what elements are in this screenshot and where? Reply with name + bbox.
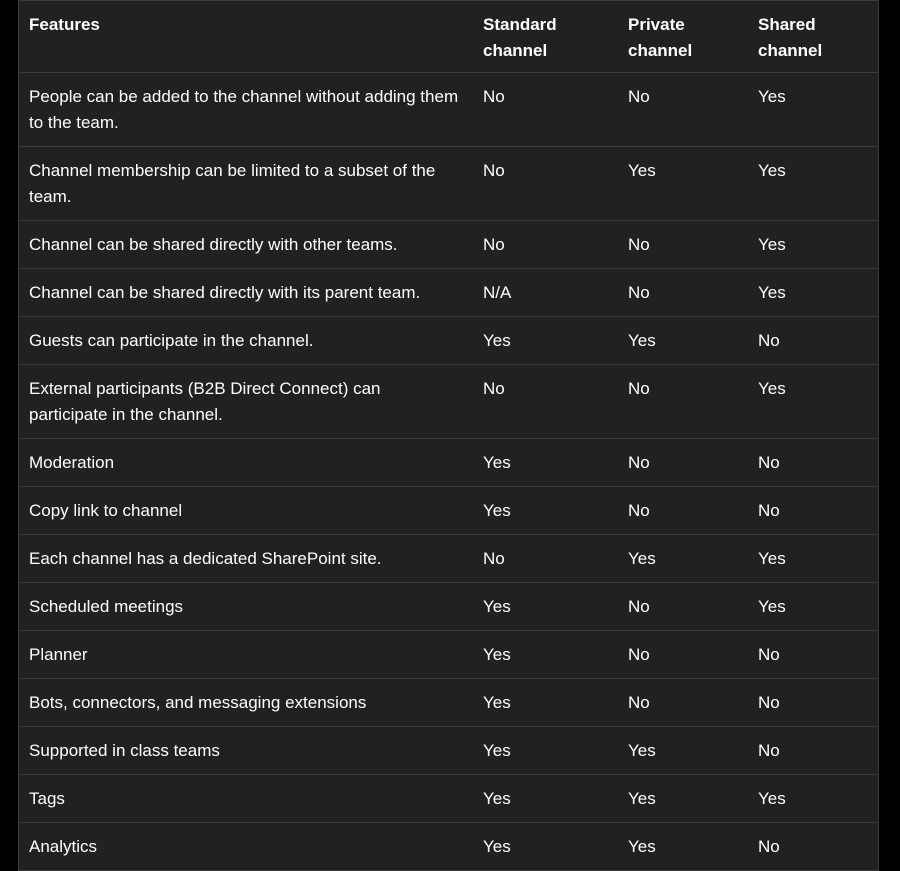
table-row: [19, 775, 878, 823]
feature-cell: People can be added to the channel without adding them to the team.: [19, 73, 473, 147]
feature-cell: Supported in class teams: [19, 727, 473, 775]
standard-cell: Yes: [473, 727, 618, 775]
standard-cell: Yes: [473, 679, 618, 727]
standard-cell: Yes: [473, 487, 618, 535]
header-private-channel: Private channel: [618, 1, 748, 73]
table-row: [19, 439, 878, 487]
feature-cell: Each channel has a dedicated SharePoint site.: [19, 535, 473, 583]
table-row: [19, 317, 878, 365]
table-row: [19, 727, 878, 775]
shared-cell: Yes: [748, 147, 878, 221]
private-cell: Yes: [618, 317, 748, 365]
table-row: [19, 73, 878, 147]
standard-cell: N/A: [473, 269, 618, 317]
shared-cell: No: [748, 439, 878, 487]
feature-table: [19, 0, 878, 870]
feature-cell: Bots, connectors, and messaging extensions: [19, 679, 473, 727]
table-row: [19, 487, 878, 535]
shared-cell: No: [748, 317, 878, 365]
shared-cell: No: [748, 679, 878, 727]
private-cell: Yes: [618, 823, 748, 871]
private-cell: No: [618, 679, 748, 727]
header-standard-channel: Standard channel: [473, 1, 618, 73]
private-cell: No: [618, 221, 748, 269]
table-row: [19, 631, 878, 679]
shared-cell: No: [748, 823, 878, 871]
standard-cell: No: [473, 221, 618, 269]
header-features: Features: [19, 1, 473, 73]
private-cell: Yes: [618, 535, 748, 583]
shared-cell: Yes: [748, 365, 878, 439]
table-row: [19, 269, 878, 317]
shared-cell: Yes: [748, 221, 878, 269]
header-row: [19, 1, 878, 73]
shared-cell: No: [748, 631, 878, 679]
private-cell: No: [618, 365, 748, 439]
private-cell: Yes: [618, 727, 748, 775]
private-cell: No: [618, 73, 748, 147]
feature-cell: Copy link to channel: [19, 487, 473, 535]
table-row: [19, 147, 878, 221]
feature-cell: Channel can be shared directly with its parent team.: [19, 269, 473, 317]
shared-cell: No: [748, 727, 878, 775]
shared-cell: No: [748, 487, 878, 535]
header-shared-channel: Shared channel: [748, 1, 878, 73]
feature-cell: Scheduled meetings: [19, 583, 473, 631]
standard-cell: Yes: [473, 775, 618, 823]
shared-cell: Yes: [748, 583, 878, 631]
private-cell: No: [618, 269, 748, 317]
private-cell: No: [618, 439, 748, 487]
standard-cell: No: [473, 147, 618, 221]
shared-cell: Yes: [748, 269, 878, 317]
table-row: [19, 365, 878, 439]
standard-cell: Yes: [473, 823, 618, 871]
feature-cell: Guests can participate in the channel.: [19, 317, 473, 365]
private-cell: Yes: [618, 775, 748, 823]
feature-cell: Channel can be shared directly with other teams.: [19, 221, 473, 269]
feature-cell: Analytics: [19, 823, 473, 871]
table-row: [19, 679, 878, 727]
shared-cell: Yes: [748, 73, 878, 147]
standard-cell: Yes: [473, 317, 618, 365]
standard-cell: No: [473, 73, 618, 147]
feature-cell: Moderation: [19, 439, 473, 487]
channel-comparison-table: [18, 0, 879, 871]
private-cell: No: [618, 583, 748, 631]
feature-cell: Tags: [19, 775, 473, 823]
private-cell: No: [618, 487, 748, 535]
table-row: [19, 583, 878, 631]
table-row: [19, 221, 878, 269]
private-cell: No: [618, 631, 748, 679]
standard-cell: Yes: [473, 583, 618, 631]
shared-cell: Yes: [748, 535, 878, 583]
standard-cell: Yes: [473, 439, 618, 487]
feature-cell: Planner: [19, 631, 473, 679]
standard-cell: No: [473, 535, 618, 583]
private-cell: Yes: [618, 147, 748, 221]
standard-cell: No: [473, 365, 618, 439]
shared-cell: Yes: [748, 775, 878, 823]
table-row: [19, 823, 878, 871]
table-row: [19, 535, 878, 583]
feature-cell: Channel membership can be limited to a subset of the team.: [19, 147, 473, 221]
feature-cell: External participants (B2B Direct Connect) can participate in the channel.: [19, 365, 473, 439]
standard-cell: Yes: [473, 631, 618, 679]
